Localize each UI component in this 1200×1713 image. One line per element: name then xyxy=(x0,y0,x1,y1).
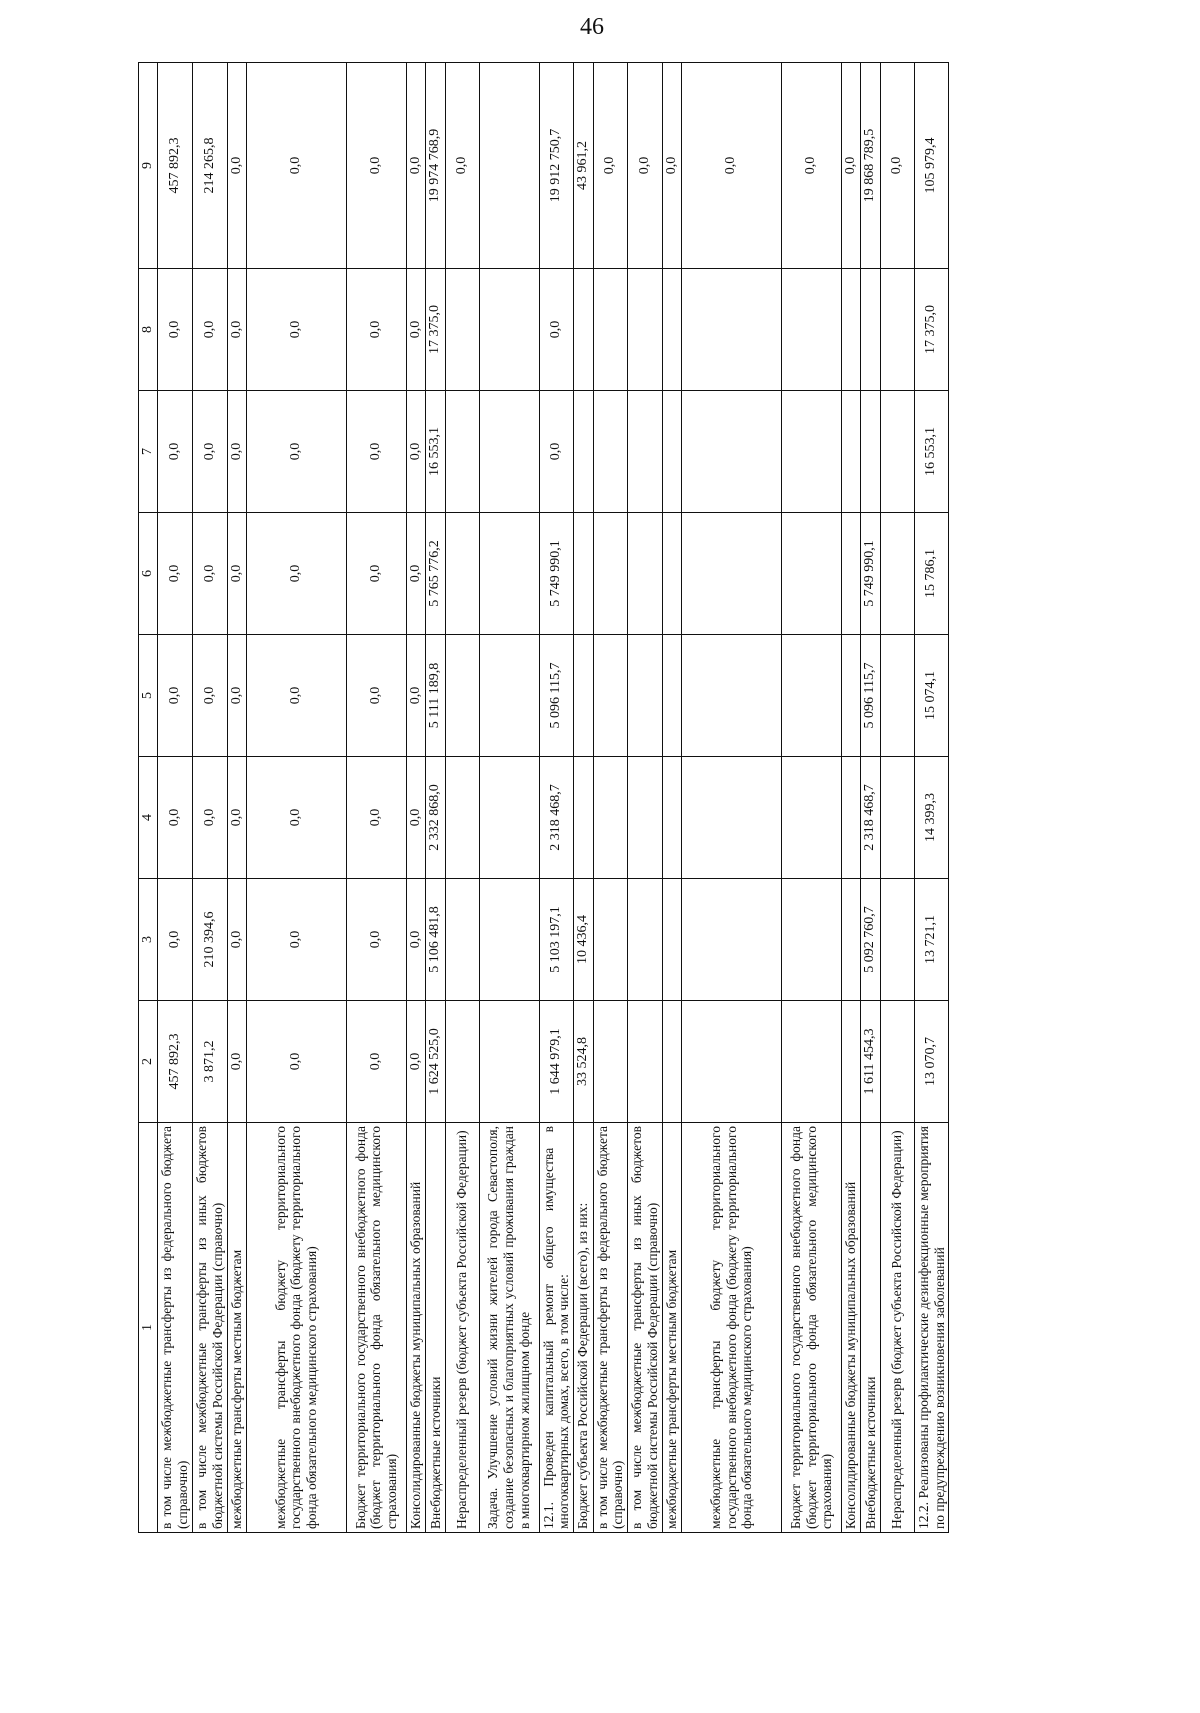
page-number: 46 xyxy=(580,14,604,40)
row-value-col-3: 0,0 xyxy=(158,879,193,1001)
table-row xyxy=(662,63,681,1533)
table-row xyxy=(192,63,227,1533)
row-label: Бюджет субъекта Российской Федерации (всего), из них: xyxy=(574,1123,593,1533)
row-value-col-3: 5 092 760,7 xyxy=(861,879,880,1001)
row-label: в том числе межбюджетные трансферты из иных бюджетов бюджетной системы Российской Федерации (справочно) xyxy=(628,1123,663,1533)
table-row xyxy=(445,63,479,1533)
row-value-col-7: 0,0 xyxy=(192,391,227,513)
row-value-col-7 xyxy=(445,391,479,513)
row-label: Нераспределенный резерв (бюджет субъекта Российской Федерации) xyxy=(445,1123,479,1533)
row-value-col-2 xyxy=(782,1001,842,1123)
row-value-col-8: 0,0 xyxy=(227,269,246,391)
row-value-col-5 xyxy=(880,635,914,757)
row-value-col-4 xyxy=(574,757,593,879)
row-value-col-8 xyxy=(662,269,681,391)
row-value-col-6 xyxy=(445,513,479,635)
row-value-col-7 xyxy=(782,391,842,513)
row-value-col-2: 1 611 454,3 xyxy=(861,1001,880,1123)
row-value-col-7: 0,0 xyxy=(539,391,574,513)
row-value-col-5: 15 074,1 xyxy=(914,635,949,757)
row-value-col-2: 33 524,8 xyxy=(574,1001,593,1123)
row-value-col-2 xyxy=(662,1001,681,1123)
row-value-col-6 xyxy=(479,513,539,635)
row-value-col-4 xyxy=(782,757,842,879)
table-row xyxy=(406,63,425,1533)
row-value-col-3: 5 106 481,8 xyxy=(426,879,445,1001)
row-value-col-7 xyxy=(682,391,782,513)
row-value-col-4: 2 318 468,7 xyxy=(539,757,574,879)
row-label: межбюджетные трансферты местным бюджетам xyxy=(662,1123,681,1533)
row-value-col-5 xyxy=(782,635,842,757)
row-value-col-9: 0,0 xyxy=(406,63,425,269)
row-value-col-2: 0,0 xyxy=(246,1001,346,1123)
table-row xyxy=(346,63,406,1533)
row-value-col-3 xyxy=(880,879,914,1001)
row-value-col-2 xyxy=(880,1001,914,1123)
row-value-col-5 xyxy=(593,635,628,757)
row-value-col-8: 17 375,0 xyxy=(914,269,949,391)
column-number-row xyxy=(139,63,158,1533)
column-header: 2 xyxy=(139,1001,158,1123)
row-value-col-6 xyxy=(628,513,663,635)
row-value-col-9: 105 979,4 xyxy=(914,63,949,269)
row-value-col-5: 0,0 xyxy=(406,635,425,757)
row-value-col-3: 210 394,6 xyxy=(192,879,227,1001)
row-label: в том числе межбюджетные трансферты из федерального бюджета (справочно) xyxy=(158,1123,193,1533)
row-value-col-7: 16 553,1 xyxy=(914,391,949,513)
row-value-col-3 xyxy=(628,879,663,1001)
row-value-col-4 xyxy=(593,757,628,879)
row-value-col-3 xyxy=(445,879,479,1001)
row-label: Бюджет территориального государственного внебюджетного фонда (бюджет территориального фонда обязательного медицинского страхования) xyxy=(346,1123,406,1533)
row-value-col-9: 0,0 xyxy=(346,63,406,269)
table-body xyxy=(158,63,949,1533)
row-value-col-2: 0,0 xyxy=(406,1001,425,1123)
budget-table xyxy=(138,62,949,1533)
table-row xyxy=(227,63,246,1533)
row-value-col-7 xyxy=(593,391,628,513)
row-value-col-9: 0,0 xyxy=(593,63,628,269)
row-value-col-5 xyxy=(574,635,593,757)
column-header: 6 xyxy=(139,513,158,635)
row-value-col-9: 0,0 xyxy=(445,63,479,269)
row-value-col-3 xyxy=(479,879,539,1001)
row-value-col-9: 0,0 xyxy=(880,63,914,269)
table-row xyxy=(861,63,880,1533)
row-label: межбюджетные трансферты местным бюджетам xyxy=(227,1123,246,1533)
column-header: 3 xyxy=(139,879,158,1001)
column-header: 5 xyxy=(139,635,158,757)
row-value-col-5: 5 096 115,7 xyxy=(539,635,574,757)
row-value-col-2 xyxy=(682,1001,782,1123)
row-value-col-5 xyxy=(682,635,782,757)
row-value-col-6: 0,0 xyxy=(346,513,406,635)
row-value-col-4 xyxy=(479,757,539,879)
row-value-col-2: 0,0 xyxy=(227,1001,246,1123)
row-value-col-6 xyxy=(593,513,628,635)
row-value-col-7 xyxy=(574,391,593,513)
row-value-col-6: 5 765 776,2 xyxy=(426,513,445,635)
row-value-col-8 xyxy=(861,269,880,391)
row-value-col-9: 0,0 xyxy=(842,63,861,269)
row-value-col-3 xyxy=(662,879,681,1001)
row-value-col-5: 0,0 xyxy=(227,635,246,757)
row-value-col-7: 0,0 xyxy=(346,391,406,513)
row-value-col-2: 0,0 xyxy=(346,1001,406,1123)
row-value-col-3: 0,0 xyxy=(246,879,346,1001)
row-value-col-7 xyxy=(662,391,681,513)
row-value-col-5: 5 096 115,7 xyxy=(861,635,880,757)
table-row xyxy=(158,63,193,1533)
table-row xyxy=(574,63,593,1533)
row-value-col-8: 17 375,0 xyxy=(426,269,445,391)
table-row xyxy=(880,63,914,1533)
row-value-col-8 xyxy=(682,269,782,391)
row-value-col-5: 0,0 xyxy=(192,635,227,757)
row-value-col-8: 0,0 xyxy=(539,269,574,391)
row-value-col-6 xyxy=(574,513,593,635)
row-value-col-6 xyxy=(842,513,861,635)
row-value-col-7: 0,0 xyxy=(406,391,425,513)
row-label: Внебюджетные источники xyxy=(861,1123,880,1533)
row-value-col-4 xyxy=(682,757,782,879)
row-value-col-9: 19 974 768,9 xyxy=(426,63,445,269)
row-value-col-6 xyxy=(662,513,681,635)
row-label: Нераспределенный резерв (бюджет субъекта Российской Федерации) xyxy=(880,1123,914,1533)
row-value-col-9: 19 868 789,5 xyxy=(861,63,880,269)
column-header: 9 xyxy=(139,63,158,269)
row-value-col-4: 0,0 xyxy=(406,757,425,879)
row-value-col-4: 0,0 xyxy=(227,757,246,879)
row-value-col-9: 0,0 xyxy=(246,63,346,269)
table-row xyxy=(246,63,346,1533)
row-value-col-8: 0,0 xyxy=(406,269,425,391)
row-value-col-3 xyxy=(782,879,842,1001)
row-label: 12.2. Реализованы профилактические дезинфекционные мероприятия по предупреждению возникновения заболеваний xyxy=(914,1123,949,1533)
row-value-col-6: 5 749 990,1 xyxy=(861,513,880,635)
row-value-col-4 xyxy=(662,757,681,879)
row-value-col-5: 0,0 xyxy=(158,635,193,757)
row-value-col-8: 0,0 xyxy=(246,269,346,391)
table-row xyxy=(628,63,663,1533)
row-value-col-2 xyxy=(479,1001,539,1123)
row-label: в том числе межбюджетные трансферты из федерального бюджета (справочно) xyxy=(593,1123,628,1533)
row-value-col-7: 0,0 xyxy=(158,391,193,513)
row-value-col-4: 0,0 xyxy=(158,757,193,879)
row-label: Консолидированные бюджеты муниципальных образований xyxy=(406,1123,425,1533)
table-row xyxy=(479,63,539,1533)
row-label: в том числе межбюджетные трансферты из иных бюджетов бюджетной системы Российской Федерации (справочно) xyxy=(192,1123,227,1533)
row-value-col-2: 1 644 979,1 xyxy=(539,1001,574,1123)
row-value-col-3: 13 721,1 xyxy=(914,879,949,1001)
row-value-col-7: 0,0 xyxy=(246,391,346,513)
row-value-col-8: 0,0 xyxy=(346,269,406,391)
column-header: 4 xyxy=(139,757,158,879)
row-value-col-9: 0,0 xyxy=(782,63,842,269)
row-value-col-2: 3 871,2 xyxy=(192,1001,227,1123)
row-value-col-6 xyxy=(782,513,842,635)
row-value-col-8 xyxy=(574,269,593,391)
row-value-col-6: 0,0 xyxy=(406,513,425,635)
row-value-col-5 xyxy=(479,635,539,757)
row-label: Задача. Улучшение условий жизни жителей города Севастополя, создание безопасных и благоприятных условий проживания граждан в многоквартирном жилищном фонде xyxy=(479,1123,539,1533)
row-value-col-4: 0,0 xyxy=(246,757,346,879)
row-value-col-5 xyxy=(628,635,663,757)
row-label: межбюджетные трансферты бюджету территориального государственного внебюджетного фонда (бюджету территориального фонда обязательного медицинского страхования) xyxy=(246,1123,346,1533)
row-value-col-4 xyxy=(628,757,663,879)
row-value-col-8: 0,0 xyxy=(192,269,227,391)
row-value-col-6: 5 749 990,1 xyxy=(539,513,574,635)
row-value-col-6 xyxy=(682,513,782,635)
table-row xyxy=(682,63,782,1533)
row-value-col-8: 0,0 xyxy=(158,269,193,391)
row-value-col-7: 16 553,1 xyxy=(426,391,445,513)
column-header: 1 xyxy=(139,1123,158,1533)
column-header: 8 xyxy=(139,269,158,391)
rotated-table-wrapper xyxy=(138,63,1056,1533)
table-row xyxy=(842,63,861,1533)
row-value-col-9: 214 265,8 xyxy=(192,63,227,269)
row-value-col-3: 0,0 xyxy=(346,879,406,1001)
row-value-col-5: 0,0 xyxy=(346,635,406,757)
row-value-col-4 xyxy=(842,757,861,879)
row-value-col-5: 0,0 xyxy=(246,635,346,757)
row-value-col-7 xyxy=(861,391,880,513)
row-value-col-8 xyxy=(880,269,914,391)
row-label: межбюджетные трансферты бюджету территориального государственного внебюджетного фонда (бюджету территориального фонда обязательного медицинского страхования) xyxy=(682,1123,782,1533)
row-value-col-9 xyxy=(479,63,539,269)
column-header: 7 xyxy=(139,391,158,513)
table-row xyxy=(426,63,445,1533)
row-value-col-5: 5 111 189,8 xyxy=(426,635,445,757)
row-value-col-2: 457 892,3 xyxy=(158,1001,193,1123)
row-value-col-7 xyxy=(880,391,914,513)
row-value-col-7: 0,0 xyxy=(227,391,246,513)
row-value-col-3: 10 436,4 xyxy=(574,879,593,1001)
table-row xyxy=(539,63,574,1533)
row-label: Бюджет территориального государственного внебюджетного фонда (бюджет территориального фонда обязательного медицинского страхования) xyxy=(782,1123,842,1533)
row-value-col-8 xyxy=(842,269,861,391)
row-value-col-9: 0,0 xyxy=(227,63,246,269)
row-value-col-4: 0,0 xyxy=(192,757,227,879)
row-value-col-5 xyxy=(842,635,861,757)
row-value-col-3: 0,0 xyxy=(227,879,246,1001)
row-value-col-3 xyxy=(842,879,861,1001)
row-value-col-6: 0,0 xyxy=(227,513,246,635)
row-value-col-2: 13 070,7 xyxy=(914,1001,949,1123)
row-value-col-4 xyxy=(880,757,914,879)
row-value-col-2 xyxy=(593,1001,628,1123)
row-value-col-7 xyxy=(842,391,861,513)
row-value-col-2 xyxy=(445,1001,479,1123)
row-value-col-8 xyxy=(445,269,479,391)
row-value-col-8 xyxy=(628,269,663,391)
row-value-col-5 xyxy=(662,635,681,757)
row-value-col-2 xyxy=(842,1001,861,1123)
row-value-col-9: 43 961,2 xyxy=(574,63,593,269)
row-value-col-3: 0,0 xyxy=(406,879,425,1001)
table-row xyxy=(593,63,628,1533)
row-value-col-9: 0,0 xyxy=(628,63,663,269)
row-value-col-7 xyxy=(479,391,539,513)
row-value-col-4: 2 318 468,7 xyxy=(861,757,880,879)
row-value-col-4 xyxy=(445,757,479,879)
row-value-col-6: 15 786,1 xyxy=(914,513,949,635)
row-label: Консолидированные бюджеты муниципальных образований xyxy=(842,1123,861,1533)
row-value-col-8 xyxy=(593,269,628,391)
row-value-col-4: 0,0 xyxy=(346,757,406,879)
row-value-col-6: 0,0 xyxy=(158,513,193,635)
row-value-col-8 xyxy=(479,269,539,391)
row-value-col-6: 0,0 xyxy=(246,513,346,635)
row-value-col-7 xyxy=(628,391,663,513)
row-value-col-6: 0,0 xyxy=(192,513,227,635)
row-value-col-9: 0,0 xyxy=(682,63,782,269)
row-label: 12.1. Проведен капитальный ремонт общего имущества в многоквартирных домах, всего, в том числе: xyxy=(539,1123,574,1533)
row-value-col-9: 457 892,3 xyxy=(158,63,193,269)
row-label: Внебюджетные источники xyxy=(426,1123,445,1533)
row-value-col-9: 0,0 xyxy=(662,63,681,269)
row-value-col-6 xyxy=(880,513,914,635)
row-value-col-4: 14 399,3 xyxy=(914,757,949,879)
row-value-col-3: 5 103 197,1 xyxy=(539,879,574,1001)
row-value-col-4: 2 332 868,0 xyxy=(426,757,445,879)
row-value-col-3 xyxy=(593,879,628,1001)
row-value-col-2 xyxy=(628,1001,663,1123)
row-value-col-9: 19 912 750,7 xyxy=(539,63,574,269)
row-value-col-3 xyxy=(682,879,782,1001)
row-value-col-8 xyxy=(782,269,842,391)
table-row xyxy=(914,63,949,1533)
row-value-col-2: 1 624 525,0 xyxy=(426,1001,445,1123)
row-value-col-5 xyxy=(445,635,479,757)
table-row xyxy=(782,63,842,1533)
